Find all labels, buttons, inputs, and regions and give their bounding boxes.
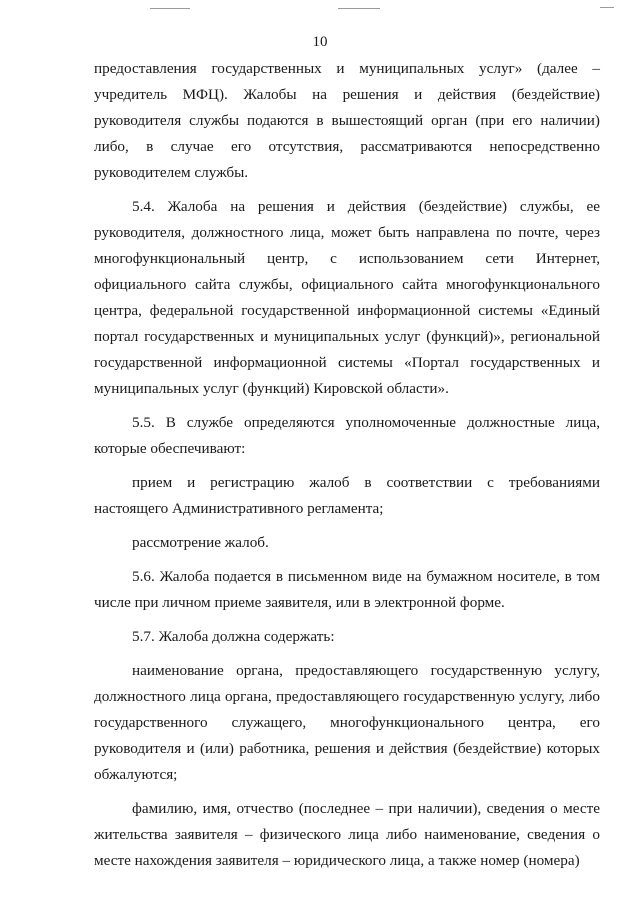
list-item-review: рассмотрение жалоб.	[132, 534, 269, 551]
page-number: 10	[312, 34, 328, 50]
list-item-applicant-info: фамилию, имя, отчество (последнее – при наличии), сведения о месте жительства заявителя – физического лица либо наименование, сведения о месте нахождения заявителя – юридического лица, а также номер (номера)	[94, 800, 600, 869]
paragraph-5-5: 5.5. В службе определяются уполномоченные должностные лица, которые обеспечивают:	[94, 414, 600, 457]
list-item-reception: прием и регистрацию жалоб в соответствии с требованиями настоящего Административного регламента;	[94, 474, 600, 517]
scan-artifact-line	[338, 8, 380, 9]
paragraph-5-6: 5.6. Жалоба подается в письменном виде на бумажном носителе, в том числе при личном приеме заявителя, или в электронной форме.	[94, 568, 600, 611]
scan-artifact-line	[600, 7, 614, 8]
scan-artifact-line	[150, 8, 190, 9]
paragraph-5-4: 5.4. Жалоба на решения и действия (бездействие) службы, ее руководителя, должностного лица, может быть направлена по почте, через многофункциональный центр, с использованием сети Интернет, официального сайта службы, официального сайта многофункционального центра, федеральной государственной информационной системы «Единый портал государственных и муниципальных услуг (функций)», региональной государственной информационной системы «Портал государственных и муниципальных услуг (функций) Кировской области».	[94, 198, 600, 397]
paragraph-continuation: предоставления государственных и муниципальных услуг» (далее – учредитель МФЦ). Жалобы на решения и действия (бездействие) руководителя службы подаются в вышестоящий орган (при его наличии) либо, в случае его отсутствия, рассматриваются непосредственно руководителем службы.	[94, 60, 600, 181]
list-item-organ-name: наименование органа, предоставляющего государственную услугу, должностного лица органа, предоставляющего государственную услугу, либо государственного служащего, многофункционального центра, его руководителя и (или) работника, решения и действия (бездействие) которых обжалуются;	[94, 662, 600, 783]
paragraph-5-7: 5.7. Жалоба должна содержать:	[132, 628, 335, 645]
document-body	[94, 56, 600, 874]
